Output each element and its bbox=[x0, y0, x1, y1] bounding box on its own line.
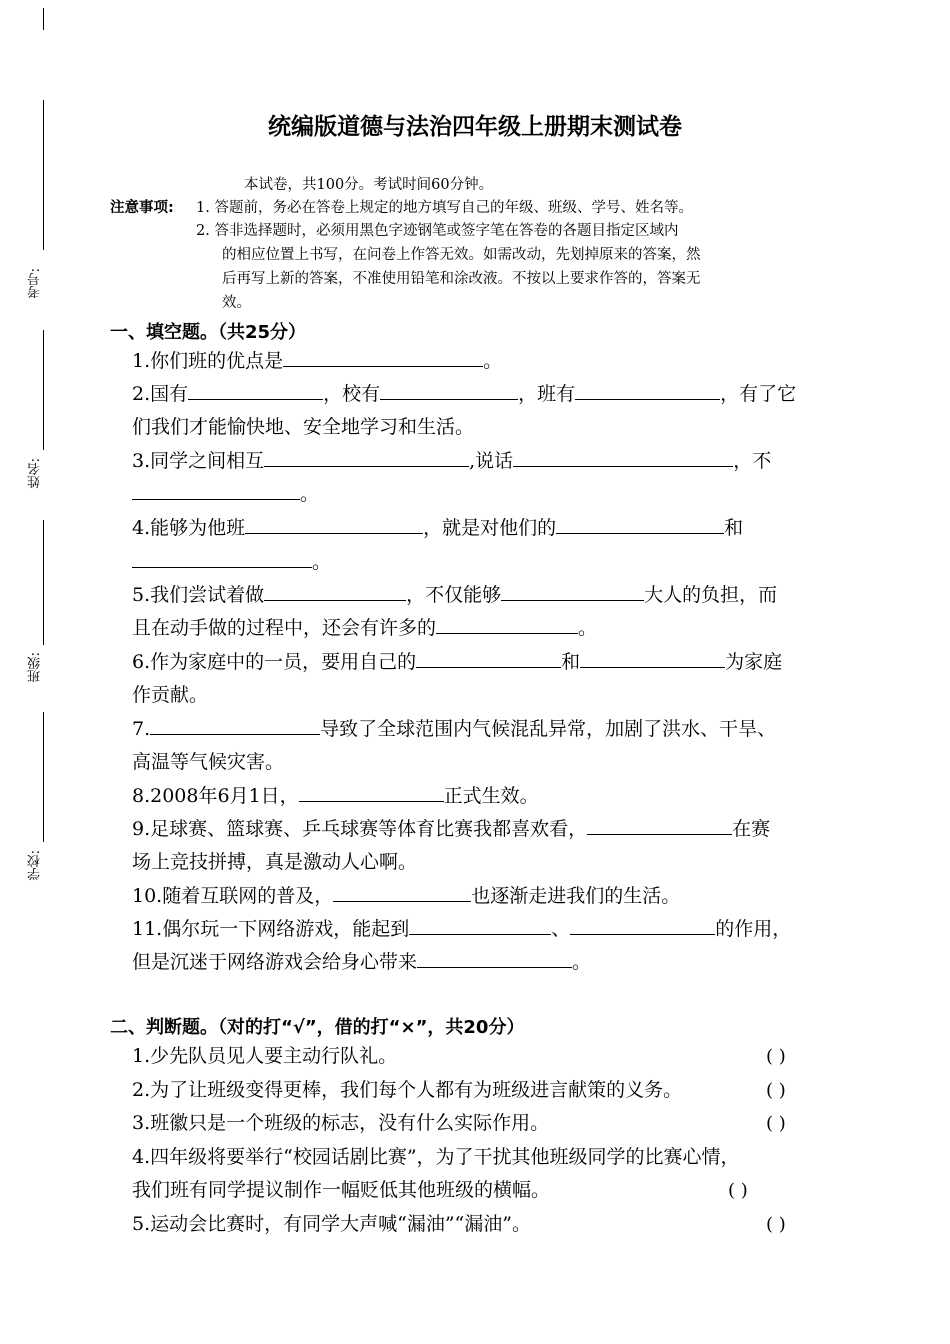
q6-text-a: 6.作为家庭中的一员，要用自己的 bbox=[132, 651, 417, 673]
school-label: 学校: bbox=[28, 850, 43, 881]
question-5 bbox=[132, 579, 777, 612]
q4-text-d: 。 bbox=[312, 551, 332, 573]
q10-text-a: 10.随着互联网的普及， bbox=[132, 885, 334, 907]
q2-blank-2[interactable] bbox=[380, 379, 518, 400]
q3-blank-2[interactable] bbox=[513, 446, 733, 467]
q6-text-b: 和 bbox=[561, 651, 581, 673]
question-5-cont bbox=[132, 612, 597, 645]
q8-text-b: 正式生效。 bbox=[443, 785, 539, 807]
q3-blank-1[interactable] bbox=[264, 446, 469, 467]
q11-text-e: 。 bbox=[572, 951, 592, 973]
q11-text-d: 但是沉迷于网络游戏会给身心带来 bbox=[132, 951, 418, 973]
question-11-cont bbox=[132, 946, 591, 979]
class-label: 班级: bbox=[28, 652, 43, 683]
q1-text-b: 。 bbox=[483, 350, 503, 372]
q5-blank-3[interactable] bbox=[436, 613, 578, 634]
q10-blank[interactable] bbox=[333, 881, 471, 902]
q11-blank-3[interactable] bbox=[417, 947, 572, 968]
top-tick bbox=[43, 8, 44, 30]
note-2-line-4: 效。 bbox=[222, 295, 251, 311]
section-1-heading: 一、填空题。（共25分） bbox=[110, 322, 307, 343]
q2-text-c: ，班有 bbox=[518, 383, 576, 405]
q11-text-a: 11.偶尔玩一下网络游戏，能起到 bbox=[132, 918, 410, 940]
q4-blank-2[interactable] bbox=[556, 513, 724, 534]
binding-line-3 bbox=[43, 520, 44, 645]
q3-blank-3[interactable] bbox=[132, 479, 300, 500]
question-2 bbox=[132, 378, 796, 411]
q8-blank[interactable] bbox=[299, 781, 444, 802]
judge-answer-3[interactable]: ( ) bbox=[766, 1113, 786, 1134]
judge-item-4-cont: 我们班有同学提议制作一幅贬低其他班级的横幅。 bbox=[132, 1179, 551, 1201]
q9-blank[interactable] bbox=[587, 814, 732, 835]
note-2-line-3: 后再写上新的答案，不准使用铅笔和涂改液。不按以上要求作答的，答案无 bbox=[222, 271, 701, 287]
judge-answer-4[interactable]: ( ) bbox=[728, 1180, 748, 1201]
q2-text-d: ，有了它 bbox=[720, 383, 797, 405]
q5-blank-2[interactable] bbox=[501, 580, 644, 601]
question-7 bbox=[132, 713, 776, 746]
binding-line-4 bbox=[43, 712, 44, 842]
question-9 bbox=[132, 813, 770, 846]
note-2-line-2: 的相应位置上书写，在问卷上作答无效。如需改动，先划掉原来的答案，然 bbox=[222, 247, 701, 263]
q5-text-b: ，不仅能够 bbox=[406, 584, 502, 606]
q4-text-c: 和 bbox=[724, 517, 744, 539]
q4-text-b: ，就是对他们的 bbox=[423, 517, 557, 539]
q4-blank-3[interactable] bbox=[132, 547, 312, 568]
q6-blank-1[interactable] bbox=[416, 647, 561, 668]
question-4 bbox=[132, 512, 743, 545]
q4-blank-1[interactable] bbox=[245, 513, 423, 534]
judge-item-4: 4.四年级将要举行“校园话剧比赛”，为了干扰其他班级同学的比赛心情， bbox=[132, 1146, 740, 1168]
q1-text-a: 1.你们班的优点是 bbox=[132, 350, 284, 372]
page-title: 统编版道德与法治四年级上册期末测试卷 bbox=[268, 114, 682, 140]
q8-text-a: 8.2008年6月1日， bbox=[132, 785, 299, 807]
q11-text-b: 、 bbox=[551, 918, 571, 940]
judge-item-5: 5.运动会比赛时，有同学大声喊“漏油”“漏油”。 bbox=[132, 1213, 531, 1235]
q5-blank-1[interactable] bbox=[264, 580, 406, 601]
name-label: 姓名: bbox=[28, 458, 43, 489]
q1-blank[interactable] bbox=[283, 346, 483, 367]
question-4-cont bbox=[132, 546, 331, 579]
question-7-cont: 高温等气候灾害。 bbox=[132, 751, 285, 773]
question-10 bbox=[132, 880, 680, 913]
q4-text-a: 4.能够为他班 bbox=[132, 517, 246, 539]
judge-item-3: 3.班徽只是一个班级的标志，没有什么实际作用。 bbox=[132, 1112, 550, 1134]
q6-blank-2[interactable] bbox=[580, 647, 725, 668]
notes-label: 注意事项: bbox=[110, 200, 174, 216]
question-1 bbox=[132, 345, 502, 378]
q3-text-d: 。 bbox=[300, 483, 320, 505]
question-9-cont: 场上竞技拼搏，真是激动人心啊。 bbox=[132, 851, 418, 873]
judge-answer-2[interactable]: ( ) bbox=[766, 1080, 786, 1101]
question-3-cont bbox=[132, 478, 319, 511]
q6-text-c: 为家庭 bbox=[725, 651, 783, 673]
q5-text-e: 。 bbox=[578, 617, 598, 639]
judge-item-1: 1.少先队员见人要主动行队礼。 bbox=[132, 1045, 398, 1067]
q10-text-b: 也逐渐走进我们的生活。 bbox=[471, 885, 681, 907]
q2-blank-1[interactable] bbox=[188, 379, 323, 400]
q2-text-a: 2.国有 bbox=[132, 383, 189, 405]
question-3 bbox=[132, 445, 771, 478]
q5-text-a: 5.我们尝试着做 bbox=[132, 584, 265, 606]
question-11 bbox=[132, 913, 791, 946]
q7-text-b: 导致了全球范围内气候混乱异常，加剧了洪水、干旱、 bbox=[320, 718, 777, 740]
q11-text-c: 的作用， bbox=[715, 918, 792, 940]
q9-text-a: 9.足球赛、篮球赛、乒乓球赛等体育比赛我都喜欢看， bbox=[132, 818, 588, 840]
question-6 bbox=[132, 646, 782, 679]
q3-text-b: ,说话 bbox=[469, 450, 514, 472]
q7-text-a: 7. bbox=[132, 718, 151, 740]
judge-answer-1[interactable]: ( ) bbox=[766, 1046, 786, 1067]
binding-line-2 bbox=[43, 330, 44, 450]
section-2-heading: 二、判断题。（对的打“√”，借的打“×”，共20分） bbox=[110, 1017, 525, 1038]
q2-text-b: ，校有 bbox=[323, 383, 381, 405]
judge-answer-5[interactable]: ( ) bbox=[766, 1214, 786, 1235]
q5-text-c: 大人的负担，而 bbox=[644, 584, 778, 606]
q11-blank-2[interactable] bbox=[570, 914, 715, 935]
exam-intro: 本试卷，共100分。考试时间60分钟。 bbox=[244, 177, 494, 193]
judge-item-2: 2.为了让班级变得更棒，我们每个人都有为班级进言献策的义务。 bbox=[132, 1079, 683, 1101]
question-8 bbox=[132, 780, 539, 813]
q11-blank-1[interactable] bbox=[409, 914, 551, 935]
q9-text-b: 在赛 bbox=[732, 818, 771, 840]
q2-blank-3[interactable] bbox=[575, 379, 720, 400]
question-2-cont: 们我们才能愉快地、安全地学习和生活。 bbox=[132, 416, 475, 438]
note-1: 1. 答题前，务必在答卷上规定的地方填写自己的年级、班级、学号、姓名等。 bbox=[196, 200, 693, 216]
note-2-line-1: 2. 答非选择题时，必须用黑色字迹钢笔或签字笔在答卷的各题目指定区域内 bbox=[196, 223, 679, 239]
question-6-cont: 作贡献。 bbox=[132, 684, 209, 706]
q5-text-d: 且在动手做的过程中，还会有许多的 bbox=[132, 617, 437, 639]
q3-text-a: 3.同学之间相互 bbox=[132, 450, 265, 472]
exam-no-label: 考号: bbox=[28, 268, 43, 299]
q7-blank[interactable] bbox=[150, 714, 320, 735]
q3-text-c: ，不 bbox=[733, 450, 772, 472]
